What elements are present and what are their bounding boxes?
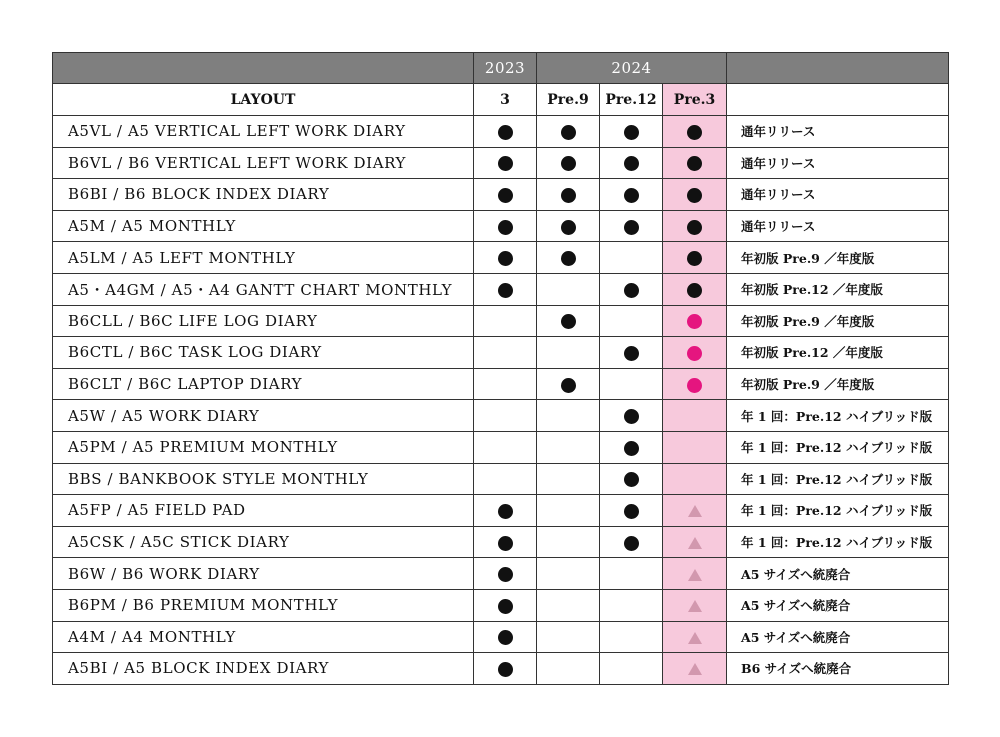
release-note: 年 1 回：Pre.12 ハイブリッド版 xyxy=(727,400,949,432)
mark-cell-pre9 xyxy=(537,621,600,653)
mark-cell-pre9 xyxy=(537,179,600,211)
mark-cell-pre3 xyxy=(663,431,727,463)
black-circle-icon xyxy=(687,188,702,203)
black-circle-icon xyxy=(498,125,513,140)
mark-cell-pre9 xyxy=(537,400,600,432)
mark-cell-pre9 xyxy=(537,273,600,305)
year-header-blank xyxy=(53,53,474,84)
release-note: 通年リリース xyxy=(727,179,949,211)
magenta-circle-icon xyxy=(687,314,702,329)
black-circle-icon xyxy=(624,125,639,140)
mark-cell-c3 xyxy=(474,305,537,337)
mark-cell-pre12 xyxy=(600,368,663,400)
layout-name: A5LM / A5 LEFT MONTHLY xyxy=(53,242,474,274)
mark-cell-pre3 xyxy=(663,305,727,337)
black-circle-icon xyxy=(687,125,702,140)
mark-cell-c3 xyxy=(474,463,537,495)
table-row xyxy=(53,400,949,432)
black-circle-icon xyxy=(498,630,513,645)
mark-cell-pre3 xyxy=(663,589,727,621)
release-note: 年初版 Pre.12 ／年度版 xyxy=(727,273,949,305)
black-circle-icon xyxy=(624,346,639,361)
year-2024-header: 2024 xyxy=(537,53,727,84)
mark-cell-pre9 xyxy=(537,463,600,495)
layout-name: B6CLT / B6C LAPTOP DIARY xyxy=(53,368,474,400)
mark-cell-pre3 xyxy=(663,526,727,558)
mark-cell-pre9 xyxy=(537,210,600,242)
mark-cell-pre12 xyxy=(600,495,663,527)
table-row xyxy=(53,431,949,463)
table-row xyxy=(53,589,949,621)
mark-cell-c3 xyxy=(474,400,537,432)
black-circle-icon xyxy=(624,409,639,424)
year-2023-header: 2023 xyxy=(474,53,537,84)
mark-cell-pre12 xyxy=(600,653,663,685)
release-note: 通年リリース xyxy=(727,210,949,242)
triangle-icon xyxy=(688,600,702,612)
triangle-icon xyxy=(688,537,702,549)
mark-cell-pre9 xyxy=(537,589,600,621)
mark-cell-c3 xyxy=(474,653,537,685)
black-circle-icon xyxy=(498,504,513,519)
column-header-row xyxy=(53,84,949,116)
layout-name: B6BI / B6 BLOCK INDEX DIARY xyxy=(53,179,474,211)
mark-cell-pre3 xyxy=(663,400,727,432)
mark-cell-pre12 xyxy=(600,589,663,621)
mark-cell-pre3 xyxy=(663,210,727,242)
table-row xyxy=(53,273,949,305)
mark-cell-c3 xyxy=(474,368,537,400)
black-circle-icon xyxy=(561,314,576,329)
black-circle-icon xyxy=(561,251,576,266)
release-note: 年 1 回：Pre.12 ハイブリッド版 xyxy=(727,495,949,527)
table-row xyxy=(53,526,949,558)
release-note: 年初版 Pre.12 ／年度版 xyxy=(727,337,949,369)
mark-cell-pre9 xyxy=(537,305,600,337)
note-header xyxy=(727,84,949,116)
table-row xyxy=(53,305,949,337)
triangle-icon xyxy=(688,505,702,517)
release-note: 年初版 Pre.9 ／年度版 xyxy=(727,305,949,337)
mark-cell-c3 xyxy=(474,431,537,463)
mark-cell-pre3 xyxy=(663,179,727,211)
mark-cell-pre9 xyxy=(537,116,600,148)
mark-cell-pre3 xyxy=(663,242,727,274)
mark-cell-pre12 xyxy=(600,558,663,590)
triangle-icon xyxy=(688,632,702,644)
release-note: A5 サイズへ統廃合 xyxy=(727,558,949,590)
release-note: 年初版 Pre.9 ／年度版 xyxy=(727,242,949,274)
mark-cell-pre12 xyxy=(600,273,663,305)
table-row xyxy=(53,653,949,685)
layout-name: B6PM / B6 PREMIUM MONTHLY xyxy=(53,589,474,621)
table-row xyxy=(53,558,949,590)
table-row xyxy=(53,337,949,369)
mark-cell-c3 xyxy=(474,242,537,274)
mark-cell-pre12 xyxy=(600,210,663,242)
release-note: A5 サイズへ統廃合 xyxy=(727,621,949,653)
mark-cell-pre3 xyxy=(663,147,727,179)
year-header-row xyxy=(53,53,949,84)
black-circle-icon xyxy=(624,283,639,298)
mark-cell-pre12 xyxy=(600,400,663,432)
release-note: A5 サイズへ統廃合 xyxy=(727,589,949,621)
mark-cell-c3 xyxy=(474,179,537,211)
release-note: 通年リリース xyxy=(727,116,949,148)
mark-cell-c3 xyxy=(474,147,537,179)
layout-name: A5CSK / A5C STICK DIARY xyxy=(53,526,474,558)
mark-cell-pre9 xyxy=(537,653,600,685)
mark-cell-pre9 xyxy=(537,242,600,274)
mark-cell-pre12 xyxy=(600,463,663,495)
mark-cell-pre12 xyxy=(600,242,663,274)
black-circle-icon xyxy=(498,156,513,171)
mark-cell-pre9 xyxy=(537,431,600,463)
black-circle-icon xyxy=(687,283,702,298)
release-note: 年 1 回：Pre.12 ハイブリッド版 xyxy=(727,526,949,558)
triangle-icon xyxy=(688,663,702,675)
table-row xyxy=(53,116,949,148)
mark-cell-c3 xyxy=(474,589,537,621)
triangle-icon xyxy=(688,569,702,581)
mark-cell-c3 xyxy=(474,621,537,653)
mark-cell-pre12 xyxy=(600,179,663,211)
release-note: 年 1 回：Pre.12 ハイブリッド版 xyxy=(727,463,949,495)
black-circle-icon xyxy=(624,536,639,551)
black-circle-icon xyxy=(498,283,513,298)
table-row xyxy=(53,179,949,211)
release-note: 年初版 Pre.9 ／年度版 xyxy=(727,368,949,400)
black-circle-icon xyxy=(687,220,702,235)
black-circle-icon xyxy=(624,156,639,171)
black-circle-icon xyxy=(561,220,576,235)
mark-cell-c3 xyxy=(474,116,537,148)
mark-cell-pre12 xyxy=(600,431,663,463)
layout-name: B6W / B6 WORK DIARY xyxy=(53,558,474,590)
mark-cell-pre9 xyxy=(537,558,600,590)
release-note: 年 1 回：Pre.12 ハイブリッド版 xyxy=(727,431,949,463)
mark-cell-c3 xyxy=(474,337,537,369)
black-circle-icon xyxy=(498,251,513,266)
col-pre12-header: Pre.12 xyxy=(600,84,663,116)
mark-cell-pre3 xyxy=(663,621,727,653)
table-row xyxy=(53,463,949,495)
black-circle-icon xyxy=(624,441,639,456)
year-header-note-blank xyxy=(727,53,949,84)
black-circle-icon xyxy=(624,220,639,235)
mark-cell-c3 xyxy=(474,273,537,305)
mark-cell-pre9 xyxy=(537,337,600,369)
layout-name: A5BI / A5 BLOCK INDEX DIARY xyxy=(53,653,474,685)
mark-cell-c3 xyxy=(474,558,537,590)
mark-cell-pre3 xyxy=(663,463,727,495)
layout-name: A5・A4GM / A5・A4 GANTT CHART MONTHLY xyxy=(53,273,474,305)
mark-cell-pre12 xyxy=(600,337,663,369)
mark-cell-pre3 xyxy=(663,273,727,305)
release-schedule-table xyxy=(52,52,949,685)
layout-header: LAYOUT xyxy=(53,84,474,116)
table-row xyxy=(53,495,949,527)
black-circle-icon xyxy=(498,536,513,551)
mark-cell-pre12 xyxy=(600,147,663,179)
mark-cell-c3 xyxy=(474,210,537,242)
black-circle-icon xyxy=(498,188,513,203)
mark-cell-pre3 xyxy=(663,368,727,400)
black-circle-icon xyxy=(498,220,513,235)
mark-cell-pre12 xyxy=(600,116,663,148)
release-note: 通年リリース xyxy=(727,147,949,179)
black-circle-icon xyxy=(687,251,702,266)
mark-cell-pre3 xyxy=(663,495,727,527)
layout-name: B6VL / B6 VERTICAL LEFT WORK DIARY xyxy=(53,147,474,179)
black-circle-icon xyxy=(624,504,639,519)
black-circle-icon xyxy=(498,662,513,677)
black-circle-icon xyxy=(498,599,513,614)
magenta-circle-icon xyxy=(687,378,702,393)
table-row xyxy=(53,621,949,653)
black-circle-icon xyxy=(561,156,576,171)
black-circle-icon xyxy=(561,188,576,203)
layout-name: BBS / BANKBOOK STYLE MONTHLY xyxy=(53,463,474,495)
black-circle-icon xyxy=(561,378,576,393)
layout-name: A5W / A5 WORK DIARY xyxy=(53,400,474,432)
mark-cell-c3 xyxy=(474,495,537,527)
mark-cell-pre3 xyxy=(663,558,727,590)
mark-cell-pre3 xyxy=(663,653,727,685)
mark-cell-pre9 xyxy=(537,526,600,558)
mark-cell-pre9 xyxy=(537,495,600,527)
layout-name: A5PM / A5 PREMIUM MONTHLY xyxy=(53,431,474,463)
layout-name: A4M / A4 MONTHLY xyxy=(53,621,474,653)
layout-name: B6CTL / B6C TASK LOG DIARY xyxy=(53,337,474,369)
mark-cell-pre12 xyxy=(600,526,663,558)
layout-name: A5VL / A5 VERTICAL LEFT WORK DIARY xyxy=(53,116,474,148)
table-row xyxy=(53,147,949,179)
mark-cell-pre12 xyxy=(600,305,663,337)
table-row xyxy=(53,242,949,274)
mark-cell-pre9 xyxy=(537,368,600,400)
col-pre9-header: Pre.9 xyxy=(537,84,600,116)
table-row xyxy=(53,210,949,242)
table-body xyxy=(53,116,949,685)
black-circle-icon xyxy=(561,125,576,140)
col-3-header: 3 xyxy=(474,84,537,116)
mark-cell-pre12 xyxy=(600,621,663,653)
black-circle-icon xyxy=(624,188,639,203)
layout-name: A5FP / A5 FIELD PAD xyxy=(53,495,474,527)
mark-cell-pre3 xyxy=(663,116,727,148)
magenta-circle-icon xyxy=(687,346,702,361)
black-circle-icon xyxy=(687,156,702,171)
mark-cell-c3 xyxy=(474,526,537,558)
black-circle-icon xyxy=(498,567,513,582)
layout-name: A5M / A5 MONTHLY xyxy=(53,210,474,242)
col-pre3-header: Pre.3 xyxy=(663,84,727,116)
mark-cell-pre3 xyxy=(663,337,727,369)
mark-cell-pre9 xyxy=(537,147,600,179)
layout-name: B6CLL / B6C LIFE LOG DIARY xyxy=(53,305,474,337)
table-row xyxy=(53,368,949,400)
black-circle-icon xyxy=(624,472,639,487)
release-note: B6 サイズへ統廃合 xyxy=(727,653,949,685)
